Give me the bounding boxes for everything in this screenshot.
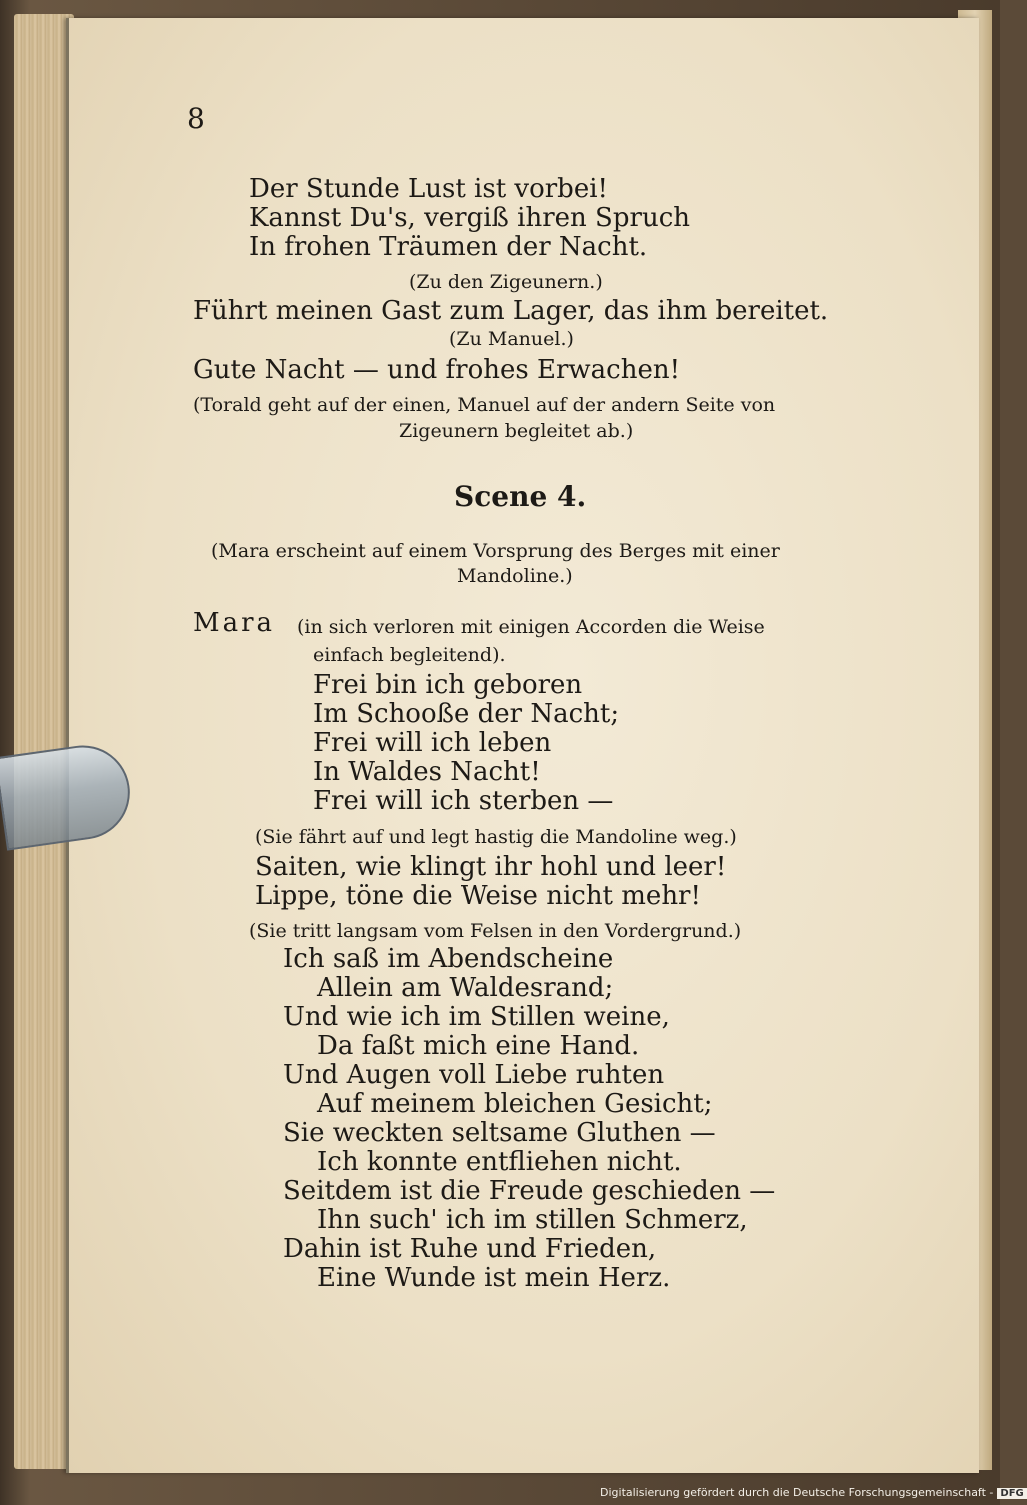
verse-line: Auf meinem bleichen Gesicht;: [317, 1089, 713, 1119]
stage-direction: Zigeunern begleitet ab.): [399, 420, 634, 442]
stage-direction: (Sie fährt auf und legt hastig die Mandoline weg.): [255, 826, 737, 848]
stage-direction: (Mara erscheint auf einem Vorsprung des Berges mit einer: [211, 540, 780, 562]
verse-line: Der Stunde Lust ist vorbei!: [249, 174, 608, 204]
footer-text: Digitalisierung gefördert durch die Deutsche Forschungsgemeinschaft -: [600, 1486, 994, 1499]
speaker-name: Mara: [193, 608, 276, 638]
stage-direction: (Sie tritt langsam vom Felsen in den Vordergrund.): [249, 920, 742, 942]
verse-line: Ich saß im Abendscheine: [283, 944, 614, 974]
dfg-logo: DFG: [997, 1488, 1026, 1499]
verse-line: Gute Nacht — und frohes Erwachen!: [193, 355, 681, 385]
stage-direction: (in sich verloren mit einigen Accorden die Weise: [297, 616, 765, 638]
verse-line: Saiten, wie klingt ihr hohl und leer!: [255, 852, 727, 882]
verse-line: Ich konnte entfliehen nicht.: [317, 1147, 682, 1177]
verse-line: Eine Wunde ist mein Herz.: [317, 1263, 671, 1293]
stage-direction: (Zu Manuel.): [449, 328, 574, 350]
verse-line: Allein am Waldesrand;: [317, 973, 614, 1003]
verse-line: Kannst Du's, vergiß ihren Spruch: [249, 203, 690, 233]
verse-line: Da faßt mich eine Hand.: [317, 1031, 640, 1061]
verse-line: Und Augen voll Liebe ruhten: [283, 1060, 665, 1090]
verse-line: Führt meinen Gast zum Lager, das ihm bereitet.: [193, 296, 829, 326]
stage-direction: (Torald geht auf der einen, Manuel auf der andern Seite von: [193, 394, 776, 416]
verse-line: Frei will ich leben: [313, 728, 552, 758]
page-number: 8: [187, 102, 205, 135]
verse-line: Und wie ich im Stillen weine,: [283, 1002, 670, 1032]
verse-line: Dahin ist Ruhe und Frieden,: [283, 1234, 657, 1264]
book-page: [66, 18, 979, 1473]
page-edges: [14, 14, 74, 1469]
verse-line: In Waldes Nacht!: [313, 757, 541, 787]
stage-direction: einfach begleitend).: [313, 644, 506, 666]
verse-line: Sie weckten seltsame Gluthen —: [283, 1118, 716, 1148]
scene-heading: Scene 4.: [454, 480, 587, 513]
stage-direction: Mandoline.): [457, 565, 573, 587]
verse-line: Frei bin ich geboren: [313, 670, 583, 700]
stage-direction: (Zu den Zigeunern.): [409, 271, 603, 293]
digitization-footer: [600, 1486, 1024, 1499]
verse-line: Seitdem ist die Freude geschieden —: [283, 1176, 776, 1206]
verse-line: Ihn such' ich im stillen Schmerz,: [317, 1205, 748, 1235]
verse-line: Frei will ich sterben —: [313, 786, 614, 816]
verse-line: Im Schooße der Nacht;: [313, 699, 620, 729]
verse-line: In frohen Träumen der Nacht.: [249, 232, 648, 262]
verse-line: Lippe, töne die Weise nicht mehr!: [255, 881, 701, 911]
